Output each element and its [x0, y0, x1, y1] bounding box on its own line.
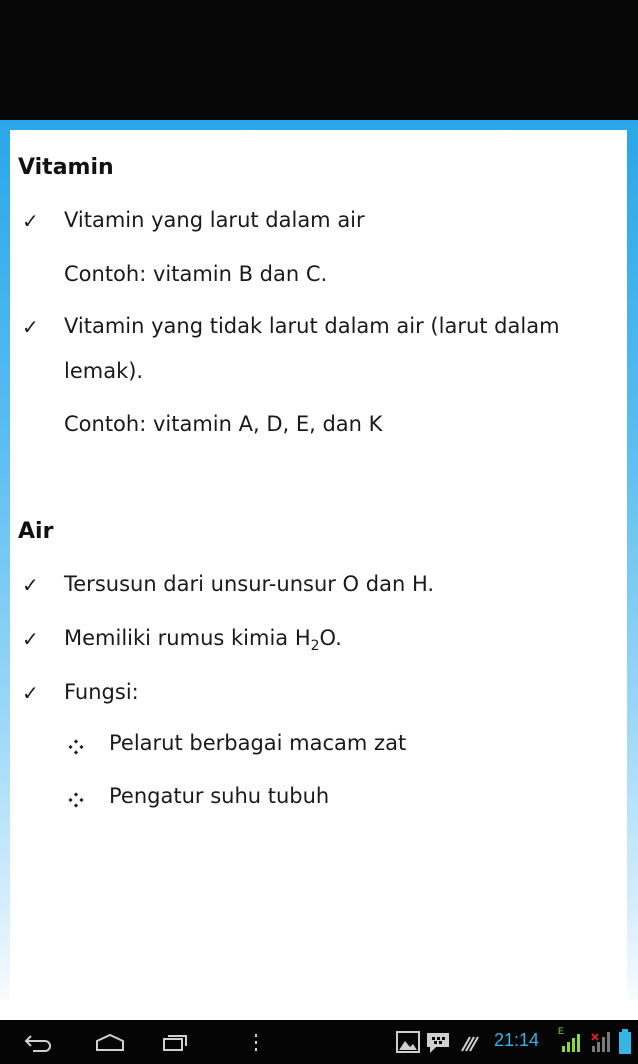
air-formula-subscript: 2	[310, 638, 320, 654]
recent-apps-button[interactable]	[154, 1020, 194, 1064]
mobile-data-indicator	[558, 1026, 586, 1056]
status-clock: 21:14	[494, 1030, 540, 1050]
back-icon	[23, 1032, 53, 1052]
back-button[interactable]	[18, 1020, 58, 1064]
air-item-function: Fungsi:	[64, 680, 139, 704]
check-icon: ✓	[22, 315, 39, 339]
check-icon: ✓	[22, 627, 39, 651]
vitamin-item-fat-soluble: Vitamin yang tidak larut dalam air (larut dalam	[64, 314, 560, 338]
air-item-formula	[64, 626, 342, 654]
home-button[interactable]	[90, 1020, 130, 1064]
vitamin-item-fat-soluble-cont: lemak).	[64, 359, 144, 383]
diamond-bullet-icon	[68, 739, 84, 755]
recent-apps-icon	[159, 1032, 189, 1052]
diamond-bullet-icon	[68, 792, 84, 808]
signal-strength-notification-icon	[458, 1029, 482, 1055]
slide-content	[10, 130, 627, 1000]
cell-signal-icon	[560, 1032, 584, 1054]
overflow-menu-icon	[253, 1032, 259, 1052]
air-heading: Air	[18, 519, 54, 544]
air-function-temperature: Pengatur suhu tubuh	[109, 784, 330, 808]
network-type-label: E	[558, 1026, 565, 1036]
vitamin-item-fat-soluble-example: Contoh: vitamin A, D, E, dan K	[64, 412, 383, 436]
slide-frame	[0, 120, 638, 1020]
check-icon: ✓	[22, 209, 39, 233]
home-icon	[95, 1032, 125, 1052]
messenger-notification-icon	[424, 1029, 452, 1055]
air-function-solvent: Pelarut berbagai macam zat	[109, 731, 407, 755]
air-item-composition: Tersusun dari unsur-unsur O dan H.	[64, 572, 435, 596]
gallery-notification-icon	[395, 1029, 421, 1055]
air-formula-suffix: O.	[319, 626, 342, 650]
vitamin-item-water-soluble-example: Contoh: vitamin B dan C.	[64, 262, 328, 286]
bottom-white-area	[0, 1000, 638, 1020]
vitamin-item-water-soluble: Vitamin yang larut dalam air	[64, 208, 365, 232]
air-formula-prefix: Memiliki rumus kimia H	[64, 626, 311, 650]
battery-icon	[618, 1028, 632, 1056]
menu-button[interactable]	[246, 1020, 266, 1064]
vitamin-heading: Vitamin	[18, 155, 114, 180]
top-black-area	[0, 0, 638, 120]
check-icon: ✓	[22, 681, 39, 705]
check-icon: ✓	[22, 573, 39, 597]
secondary-signal-icon	[590, 1030, 612, 1054]
system-navigation-bar	[0, 1020, 638, 1064]
